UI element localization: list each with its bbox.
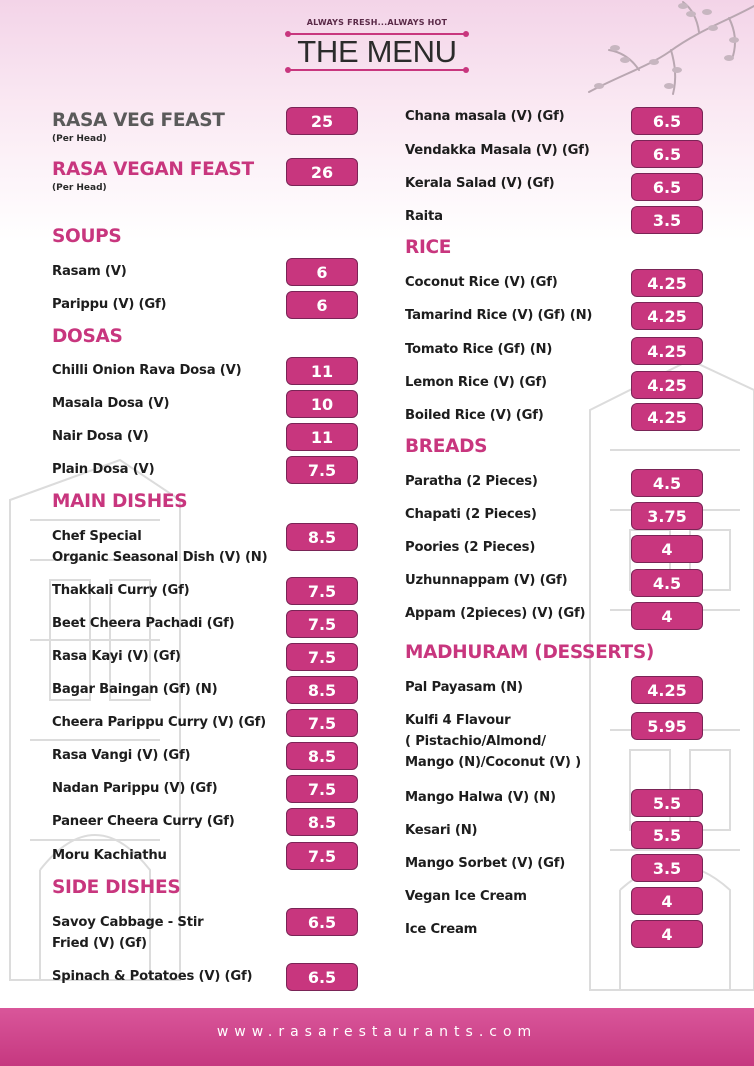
price-badge: 6.5: [286, 908, 358, 936]
section-heading-dosas: DOSAS: [52, 326, 123, 347]
item-name: Poories (2 Pieces): [405, 540, 536, 555]
item-name: Nair Dosa (V): [52, 429, 149, 444]
item-name: Paneer Cheera Curry (Gf): [52, 814, 235, 829]
price-badge: 6: [286, 291, 358, 319]
feast-name: RASA VEG FEAST: [52, 110, 225, 131]
item-name: Lemon Rice (V) (Gf): [405, 375, 547, 390]
price-badge: 8.5: [286, 676, 358, 704]
price-badge: 10: [286, 390, 358, 418]
footer-bar: [0, 1008, 754, 1066]
item-name: Rasam (V): [52, 264, 127, 279]
section-heading-soups: SOUPS: [52, 226, 122, 247]
item-name: Rasa Kayi (V) (Gf): [52, 649, 181, 664]
price-badge: 4: [631, 887, 703, 915]
website-link[interactable]: www.rasarestaurants.com: [216, 1024, 538, 1040]
item-name: Kulfi 4 Flavour ( Pistachio/Almond/ Mango (N)/Coconut (V) ): [405, 713, 581, 770]
feast-name: RASA VEGAN FEAST: [52, 159, 254, 180]
item-name: Boiled Rice (V) (Gf): [405, 408, 544, 423]
price-badge: 7.5: [286, 643, 358, 671]
price-badge: 7.5: [286, 775, 358, 803]
price-badge: 4: [631, 602, 703, 630]
price-badge: 3.5: [631, 854, 703, 882]
price-badge: 6.5: [631, 107, 703, 135]
price-badge: 6.5: [631, 140, 703, 168]
item-name: Chilli Onion Rava Dosa (V): [52, 363, 242, 378]
price-badge: 6: [286, 258, 358, 286]
price-badge: 3.75: [631, 502, 703, 530]
price-badge: 11: [286, 357, 358, 385]
item-name: Raita: [405, 209, 443, 224]
item-name: Appam (2pieces) (V) (Gf): [405, 606, 586, 621]
item-name: Chana masala (V) (Gf): [405, 109, 565, 124]
item-name: Chapati (2 Pieces): [405, 507, 537, 522]
section-heading-rice: RICE: [405, 237, 452, 258]
price-badge: 8.5: [286, 808, 358, 836]
item-name: Coconut Rice (V) (Gf): [405, 275, 558, 290]
item-name: Beet Cheera Pachadi (Gf): [52, 616, 235, 631]
item-name: Uzhunnappam (V) (Gf): [405, 573, 568, 588]
price-badge: 4.25: [631, 403, 703, 431]
price-badge: 7.5: [286, 842, 358, 870]
menu-column-left: [52, 0, 362, 1000]
price-badge: 8.5: [286, 523, 358, 551]
item-name: Thakkali Curry (Gf): [52, 583, 190, 598]
price-badge: 5.95: [631, 712, 703, 740]
price-badge: 7.5: [286, 709, 358, 737]
price-badge: 8.5: [286, 742, 358, 770]
item-name: Kesari (N): [405, 823, 478, 838]
item-name: Rasa Vangi (V) (Gf): [52, 748, 191, 763]
price-badge: 5.5: [631, 821, 703, 849]
price-badge: 11: [286, 423, 358, 451]
price-badge: 7.5: [286, 577, 358, 605]
item-name: Mango Sorbet (V) (Gf): [405, 856, 566, 871]
page-title: THE MENU: [297, 34, 457, 69]
item-name: Vegan Ice Cream: [405, 889, 527, 904]
price-badge: 4.25: [631, 337, 703, 365]
price-badge: 4.25: [631, 269, 703, 297]
item-name: Mango Halwa (V) (N): [405, 790, 556, 805]
price-badge: 6.5: [286, 963, 358, 991]
item-name: Paratha (2 Pieces): [405, 474, 538, 489]
price-badge: 6.5: [631, 173, 703, 201]
price-badge: 4: [631, 920, 703, 948]
item-name: Parippu (V) (Gf): [52, 297, 167, 312]
price-badge: 7.5: [286, 610, 358, 638]
item-name: Masala Dosa (V): [52, 396, 170, 411]
item-name: Pal Payasam (N): [405, 680, 523, 695]
section-heading-main-dishes: MAIN DISHES: [52, 491, 188, 512]
section-heading-side-dishes: SIDE DISHES: [52, 877, 181, 898]
item-name: Kerala Salad (V) (Gf): [405, 176, 555, 191]
section-heading-breads: BREADS: [405, 436, 488, 457]
price-badge: 26: [286, 158, 358, 186]
price-badge: 7.5: [286, 456, 358, 484]
price-badge: 3.5: [631, 206, 703, 234]
item-name: Vendakka Masala (V) (Gf): [405, 143, 590, 158]
item-name: Cheera Parippu Curry (V) (Gf): [52, 715, 266, 730]
section-heading-desserts: MADHURAM (DESSERTS): [405, 642, 655, 663]
feast-subtitle: (Per Head): [52, 183, 107, 193]
price-badge: 4.25: [631, 371, 703, 399]
tagline: ALWAYS FRESH...ALWAYS HOT: [306, 18, 448, 27]
price-badge: 4.5: [631, 569, 703, 597]
item-name: Moru Kachiathu: [52, 848, 167, 863]
item-name: Tomato Rice (Gf) (N): [405, 342, 553, 357]
price-badge: 5.5: [631, 789, 703, 817]
price-badge: 4.25: [631, 302, 703, 330]
item-name: Bagar Baingan (Gf) (N): [52, 682, 218, 697]
item-name: Savoy Cabbage - Stir Fried (V) (Gf): [52, 915, 204, 951]
item-name: Ice Cream: [405, 922, 478, 937]
item-name: Plain Dosa (V): [52, 462, 155, 477]
item-name: Tamarind Rice (V) (Gf) (N): [405, 308, 593, 323]
price-badge: 4.5: [631, 469, 703, 497]
price-badge: 4.25: [631, 676, 703, 704]
item-name: Nadan Parippu (V) (Gf): [52, 781, 218, 796]
menu-column-right: [405, 0, 715, 1000]
feast-subtitle: (Per Head): [52, 134, 107, 144]
item-name: Chef Special Organic Seasonal Dish (V) (N): [52, 529, 268, 565]
item-name: Spinach & Potatoes (V) (Gf): [52, 969, 253, 984]
price-badge: 4: [631, 535, 703, 563]
price-badge: 25: [286, 107, 358, 135]
